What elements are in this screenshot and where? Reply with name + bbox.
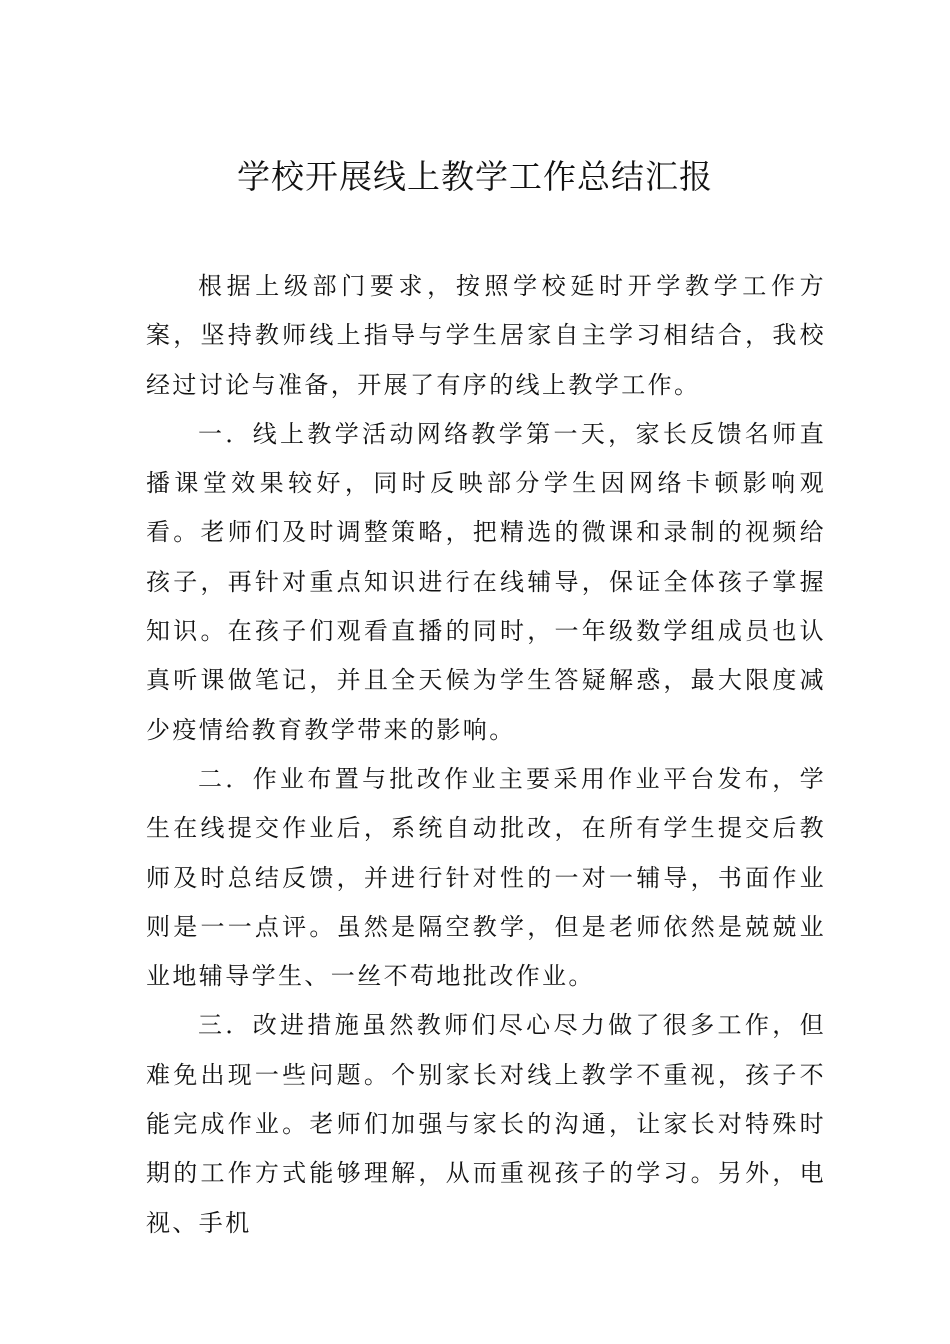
document-body	[146, 262, 826, 1248]
paragraph-section-2: 二．作业布置与批改作业主要采用作业平台发布，学生在线提交作业后，系统自动批改，在所有学生提交后教师及时总结反馈，并进行针对性的一对一辅导，书面作业则是一一点评。虽然是隔空教学，但是老师依然是兢兢业业地辅导学生、一丝不苟地批改作业。	[146, 764, 826, 991]
paragraph-section-3: 三．改进措施虽然教师们尽心尽力做了很多工作，但难免出现一些问题。个别家长对线上教学不重视，孩子不能完成作业。老师们加强与家长的沟通，让家长对特殊时期的工作方式能够理解，从而重视孩子的学习。另外，电视、手机	[146, 1011, 826, 1237]
paragraph-section-1: 一．线上教学活动网络教学第一天，家长反馈名师直播课堂效果较好，同时反映部分学生因网络卡顿影响观看。老师们及时调整策略，把精选的微课和录制的视频给孩子，再针对重点知识进行在线辅导，保证全体孩子掌握知识。在孩子们观看直播的同时，一年级数学组成员也认真听课做笔记，并且全天候为学生答疑解惑，最大限度减少疫情给教育教学带来的影响。	[146, 419, 826, 744]
document-title: 学校开展线上教学工作总结汇报	[237, 157, 713, 196]
paragraph-intro: 根据上级部门要求，按照学校延时开学教学工作方案，坚持教师线上指导与学生居家自主学习相结合，我校经过讨论与准备，开展了有序的线上教学工作。	[146, 272, 826, 399]
